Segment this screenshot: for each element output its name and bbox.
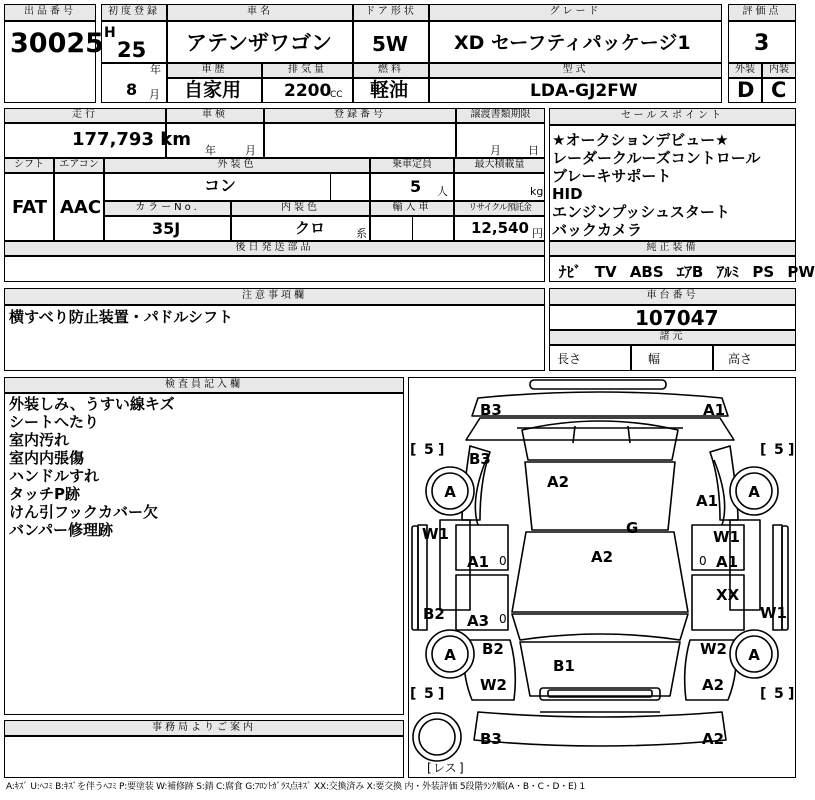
recycle-label: リサイクル預託金 xyxy=(454,201,545,216)
lot-number: 30025 xyxy=(10,28,104,59)
equipment-item: PW xyxy=(787,263,815,281)
spare-bracket-left: [ xyxy=(427,761,432,775)
import-label: 輸入車 xyxy=(370,201,454,216)
notes-label: 注意事項欄 xyxy=(4,288,545,305)
displacement-label: 排気量 xyxy=(262,63,353,78)
tread-value: 5 xyxy=(424,686,434,702)
inspector-item: バンパー修理跡 xyxy=(9,521,113,539)
grade-label: グレード xyxy=(429,4,722,21)
inspector-item: ハンドルすれ xyxy=(9,467,100,485)
mark-door-left: W1 xyxy=(422,525,449,543)
zero-mark: 0 xyxy=(499,554,507,568)
later-parts-label: 後日発送部品 xyxy=(4,241,545,256)
inspector-item: 外装しみ、うすい線キズ xyxy=(9,395,175,413)
int-color-unit: 系 xyxy=(356,227,367,240)
registration-label: 登録番号 xyxy=(264,108,456,123)
mark-pillar-right: A1 xyxy=(716,553,739,571)
width-label: 幅 xyxy=(648,352,661,366)
sales-points-list xyxy=(552,131,761,239)
tread-bracket-left: [ xyxy=(410,686,417,702)
tire-mark: A xyxy=(444,483,456,501)
office-box xyxy=(4,736,404,778)
office-label: 事務局よりご案内 xyxy=(4,720,404,736)
tire-mark: A xyxy=(748,483,760,501)
zero-mark: 0 xyxy=(499,612,507,626)
inspector-item: 室内内張傷 xyxy=(9,449,85,467)
mark-rocker-left: B2 xyxy=(423,605,445,623)
month-unit: 月 xyxy=(149,88,160,101)
mileage: 177,793 km xyxy=(72,129,191,150)
rear-bumper-outline xyxy=(472,392,728,416)
equipment-list xyxy=(559,261,815,282)
inspector-label: 検査員記入欄 xyxy=(4,377,404,393)
mark-bumper-left: B3 xyxy=(480,730,502,748)
tread-value: 5 xyxy=(774,442,784,458)
front-bumper-outline xyxy=(474,712,726,746)
legend-text: A:ｷｽﾞ U:ﾍｺﾐ B:ｷｽﾞを伴うﾍｺﾐ P:要塗装 W:補修跡 S:錆 C:腐食 G:ﾌﾛﾝﾄｶﾞﾗｽ点ｷｽﾞ XX:交換済み X:要交換 内・外装評価 5段階ﾗﾝｸ順(A・B・C・D・E) 1 xyxy=(6,782,585,792)
car-name-label: 車名 xyxy=(167,4,353,21)
color-no: 35J xyxy=(152,219,181,238)
cowl-outline xyxy=(512,614,688,640)
car-diagram xyxy=(408,377,796,778)
import-divider xyxy=(412,216,413,241)
inspection-month-unit: 月 xyxy=(245,144,256,157)
equipment-item: ABS xyxy=(629,263,664,281)
sales-point-item: ブレーキサポート xyxy=(552,167,672,185)
lot-number-label: 出品番号 xyxy=(4,4,96,21)
tread-bracket-right: ] xyxy=(788,442,795,458)
mark-pillar-left: A1 xyxy=(467,553,490,571)
tread-bracket-right: ] xyxy=(438,686,445,702)
inspection-year-unit: 年 xyxy=(205,144,216,157)
ac: AAC xyxy=(60,197,102,218)
spec-label: 諸元 xyxy=(549,330,796,345)
mark-door-right: W1 xyxy=(713,528,740,546)
max-load-label: 最大積載量 xyxy=(454,158,545,173)
max-load-unit: kg xyxy=(530,185,544,198)
mark-side-right: W1 xyxy=(760,604,787,622)
equipment-item: ｴｱB xyxy=(676,263,704,281)
inspector-item: けん引フックカバー欠 xyxy=(9,503,158,521)
history-label: 車歴 xyxy=(167,63,262,78)
inspector-item: シートへたり xyxy=(9,413,100,431)
sales-point-item: エンジンプッシュスタート xyxy=(552,203,730,221)
inspector-item: タッチP跡 xyxy=(9,485,80,503)
inspector-list xyxy=(9,395,175,539)
exterior-grade: D xyxy=(737,78,755,102)
deadline-month-unit: 月 xyxy=(490,144,501,157)
score: 3 xyxy=(754,31,770,56)
tire-marks xyxy=(444,483,760,664)
recycle-fee: 12,540 xyxy=(471,219,529,237)
mark-front-right: A2 xyxy=(702,676,725,694)
chassis-number: 107047 xyxy=(635,306,719,330)
tread-value: 5 xyxy=(424,442,434,458)
deadline-label: 譲渡書類期限 xyxy=(456,108,545,123)
mark-hood-left: B2 xyxy=(482,640,504,658)
height-cell xyxy=(713,345,796,371)
tread-bracket-left: [ xyxy=(410,442,417,458)
door-label: ドア形状 xyxy=(353,4,429,21)
ext-color-label: 外装色 xyxy=(104,158,370,173)
spare-label: レス xyxy=(433,761,457,775)
model-label: 型式 xyxy=(429,63,722,78)
notes-text: 横すべり防止装置・パドルシフト xyxy=(9,308,234,326)
windshield-outline xyxy=(512,532,688,612)
fuel-label: 燃料 xyxy=(353,63,429,78)
spare-bracket-right: ] xyxy=(459,761,464,775)
registration-cell xyxy=(264,123,456,158)
inspection-label: 車検 xyxy=(166,108,264,123)
sales-point-item: レーダークルーズコントロール xyxy=(552,149,761,167)
width-cell xyxy=(631,345,713,371)
chassis-label: 車台番号 xyxy=(549,288,796,305)
later-parts-cell xyxy=(4,256,545,282)
ext-color: コン xyxy=(204,176,237,195)
interior-label: 内装 xyxy=(762,63,796,78)
int-color: クロ xyxy=(295,219,326,237)
inspector-item: 室内汚れ xyxy=(9,431,70,449)
mark-center: A2 xyxy=(591,548,614,566)
mileage-label: 走行 xyxy=(4,108,166,123)
sales-points-label: セールスポイント xyxy=(549,108,796,125)
equipment-item: ﾅﾋﾞ xyxy=(559,263,582,281)
capacity-unit: 人 xyxy=(437,185,448,198)
mark-rear-left: B3 xyxy=(480,401,502,419)
interior-grade: C xyxy=(771,78,787,102)
recycle-unit: 円 xyxy=(532,227,543,240)
spare-label-group xyxy=(427,761,464,775)
history: 自家用 xyxy=(184,79,242,101)
tread-bracket-right: ] xyxy=(438,442,445,458)
left-side-strip xyxy=(412,526,418,630)
capacity-label: 乗車定員 xyxy=(370,158,454,173)
tread-bracket-left: [ xyxy=(760,686,767,702)
spare-tire-inner xyxy=(419,719,455,755)
pillar-lines xyxy=(475,460,724,525)
deadline-day-unit: 日 xyxy=(528,144,539,157)
equipment-item: PS xyxy=(752,263,775,281)
car-name: アテンザワゴン xyxy=(186,31,332,55)
sales-point-item: HID xyxy=(552,185,583,203)
shift: FAT xyxy=(12,197,48,218)
fuel: 軽油 xyxy=(370,79,409,101)
mark-glass: G xyxy=(626,519,639,537)
color-no-label: カラーNo. xyxy=(104,201,231,216)
mark-roof-left: B3 xyxy=(469,450,491,468)
tread-value: 5 xyxy=(774,686,784,702)
displacement: 2200 xyxy=(284,81,332,101)
mark-fender-left: A3 xyxy=(467,612,490,630)
reg-month: 8 xyxy=(126,80,138,99)
reg-year: 25 xyxy=(117,38,147,62)
model: LDA-GJ2FW xyxy=(530,81,638,101)
ac-label: エアコン xyxy=(54,158,104,173)
shift-label: シフト xyxy=(4,158,54,173)
tread-bracket-left: [ xyxy=(760,442,767,458)
length-label: 長さ xyxy=(557,352,582,366)
tread-bracket-right: ] xyxy=(788,686,795,702)
equipment-item: ｱﾙﾐ xyxy=(716,263,740,281)
mark-bumper-right: A2 xyxy=(702,730,725,748)
rear-bumper-strip xyxy=(530,380,666,389)
height-label: 高さ xyxy=(728,352,753,366)
tire-mark: A xyxy=(748,646,760,664)
mark-roof-right: A1 xyxy=(696,492,719,510)
mark-rear-right: A1 xyxy=(703,401,726,419)
grade: XD セーフティパッケージ1 xyxy=(454,32,691,54)
mark-panel-right: XX xyxy=(716,586,740,604)
equipment-item: TV xyxy=(594,263,617,281)
exterior-label: 外装 xyxy=(728,63,762,78)
sales-point-item: バックカメラ xyxy=(552,221,643,239)
mark-roof: A2 xyxy=(547,473,570,491)
sales-point-item: ★オークションデビュー★ xyxy=(552,131,729,149)
capacity: 5 xyxy=(410,177,422,196)
first-reg-label: 初度登録 xyxy=(101,4,167,21)
int-color-label: 内装色 xyxy=(231,201,370,216)
ext-color-divider xyxy=(330,173,331,201)
zero-mark: 0 xyxy=(699,554,707,568)
score-label: 評価点 xyxy=(728,4,796,21)
equipment-label: 純正装備 xyxy=(549,241,796,256)
year-unit: 年 xyxy=(150,63,161,76)
mark-front-left: W2 xyxy=(480,676,507,694)
displacement-unit: CC xyxy=(330,90,343,100)
mark-hood: B1 xyxy=(553,657,575,675)
mark-hood-right: W2 xyxy=(700,640,727,658)
tire-mark: A xyxy=(444,646,456,664)
era: H xyxy=(104,25,116,41)
door-type: 5W xyxy=(372,32,408,56)
